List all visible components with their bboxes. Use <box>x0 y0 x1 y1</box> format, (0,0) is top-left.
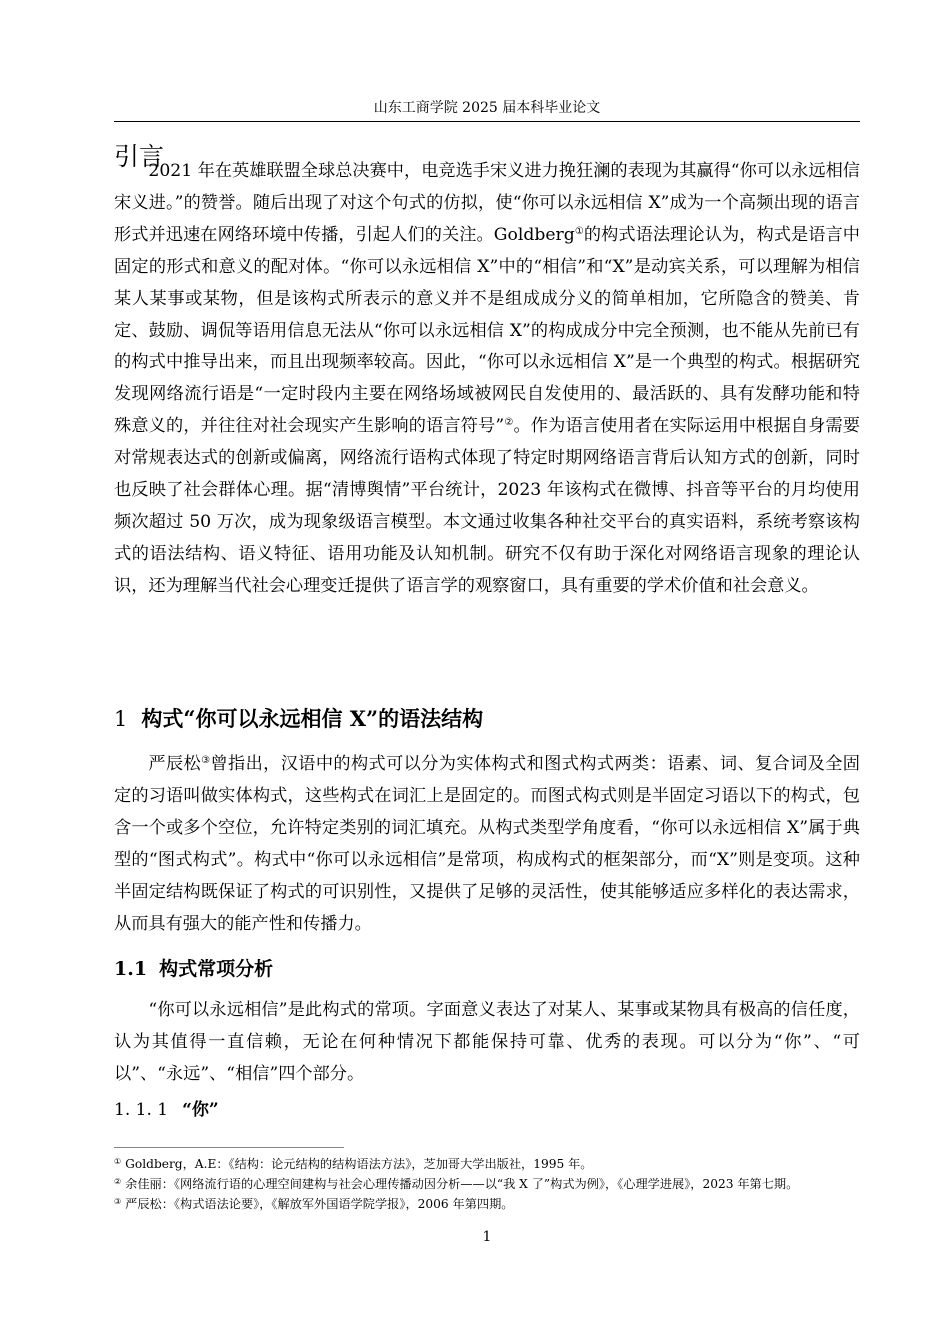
section-1-1-title: 构式常项分析 <box>159 958 274 980</box>
footnote-marker: ② <box>114 1177 122 1186</box>
section-1-number: 1 <box>114 707 128 731</box>
intro-text-3: 。作为语言使用者在实际运用中根据自身需要对常规表达式的创新或偏离，网络流行语构式体现了特定时期网络语言背后认知方式的创新，同时也反映了社会群体心理。据“清博舆情”平台统计，2023 年该构式在微博、抖音等平台的月均使用频次超过 50 万次，成为现象级语言模型。本文通过收集各种社交平台的真实语料，系统考察该构式的语法结构、语义特征、语用功能及认知机制。研究不仅有助于深化对网络语言现象的理论认识，还为理解当代社会心理变迁提供了语言学的观察窗口，具有重要的学术价值和社会意义。 <box>114 416 860 596</box>
section-1-text-1: 严辰松 <box>148 754 202 774</box>
section-1-text-2: 曾指出，汉语中的构式可以分为实体构式和图式构式两类：语素、词、复合词及全固定的习语叫做实体构式，这些构式在词汇上是固定的。而图式构式则是半固定习语以下的构式，包含一个或多个空位，允许特定类别的词汇填充。从构式类型学角度看，“你可以永远相信 X”属于典型的“图式构式”。构式中“你可以永远相信”是常项，构成构式的框架部分，而“X”则是变项。这种半固定结构既保证了构式的可识别性，又提供了足够的灵活性，使其能够适应多样化的表达需求，从而具有强大的能产性和传播力。 <box>114 754 860 934</box>
footnote-ref-3: ③ <box>201 755 211 766</box>
footnote-marker: ③ <box>114 1197 122 1206</box>
footnotes <box>114 1153 860 1213</box>
footnote-ref-1: ① <box>574 225 584 237</box>
header-rule <box>114 121 860 122</box>
intro-text-2: 的构式语法理论认为，构式是语言中固定的形式和意义的配对体。“你可以永远相信 X”中的“相信”和“X”是动宾关系，可以理解为相信某人某事或某物，但是该构式所表示的意义并不是组成成分义的简单相加，它所隐含的赞美、肯定、鼓励、调侃等语用信息无法从“你可以永远相信 X”的构成成分中完全预测，也不能从先前已有的构式中推导出来，而且出现频率较高。因此，“你可以永远相信 X”是一个典型的构式。根据研究发现网络流行语是“一定时段内主要在网络场域被网民自发使用的、最活跃的、具有发酵功能和特殊意义的，并往往对社会现实产生影响的语言符号” <box>114 224 860 437</box>
intro-heading: 引言 <box>114 142 165 171</box>
footnote-text: 余佳丽：《网络流行语的心理空间建构与社会心理传播动因分析——以“我 X 了”构式为例》，《心理学进展》，2023 年第七期。 <box>125 1177 799 1191</box>
section-1-1-paragraph: “你可以永远相信”是此构式的常项。字面意义表达了对某人、某事或某物具有极高的信任度，认为其值得一直信赖，无论在何种情况下都能保持可靠、优秀的表现。可以分为“你”、“可以”、“永远”、“相信”四个部分。 <box>114 1000 860 1084</box>
intro-paragraph <box>114 156 860 603</box>
footnote <box>114 1153 860 1173</box>
section-1-1-1-title: “你” <box>182 1100 219 1120</box>
footnote-text: 严辰松：《构式语法论要》，《解放军外国语学院学报》，2006 年第四期。 <box>125 1197 514 1211</box>
footnote-text: Goldberg，A.E：《结构：论元结构的结构语法方法》，芝加哥大学出版社，1995 年。 <box>125 1157 593 1171</box>
section-1-1-1-number: 1. 1. 1 <box>114 1100 169 1120</box>
footnote <box>114 1193 860 1213</box>
section-1-paragraph <box>114 749 860 940</box>
section-1-heading <box>114 704 483 734</box>
footnote-rule <box>114 1147 344 1148</box>
intro-text-1: 2021 年在英雄联盟全球总决赛中，电竞选手宋义进力挽狂澜的表现为其赢得“你可以永远相信宋义进。”的赞誉。随后出现了对这个句式的仿拟，使“你可以永远相信 X”成为一个高频出现的语言形式并迅速在网络环境中传播，引起人们的关注。Goldberg <box>114 161 860 245</box>
footnote-marker: ① <box>114 1157 122 1166</box>
footnote-ref-2: ② <box>504 417 514 429</box>
section-1-1-heading <box>114 955 273 983</box>
footnote <box>114 1173 860 1193</box>
running-head: 山东工商学院 2025 届本科毕业论文 <box>373 100 601 116</box>
section-1-1-number: 1.1 <box>114 958 148 980</box>
section-1-title: 构式“你可以永远相信 X”的语法结构 <box>141 706 484 731</box>
page-number: 1 <box>482 1229 492 1245</box>
section-1-1-1-heading <box>114 1096 219 1124</box>
